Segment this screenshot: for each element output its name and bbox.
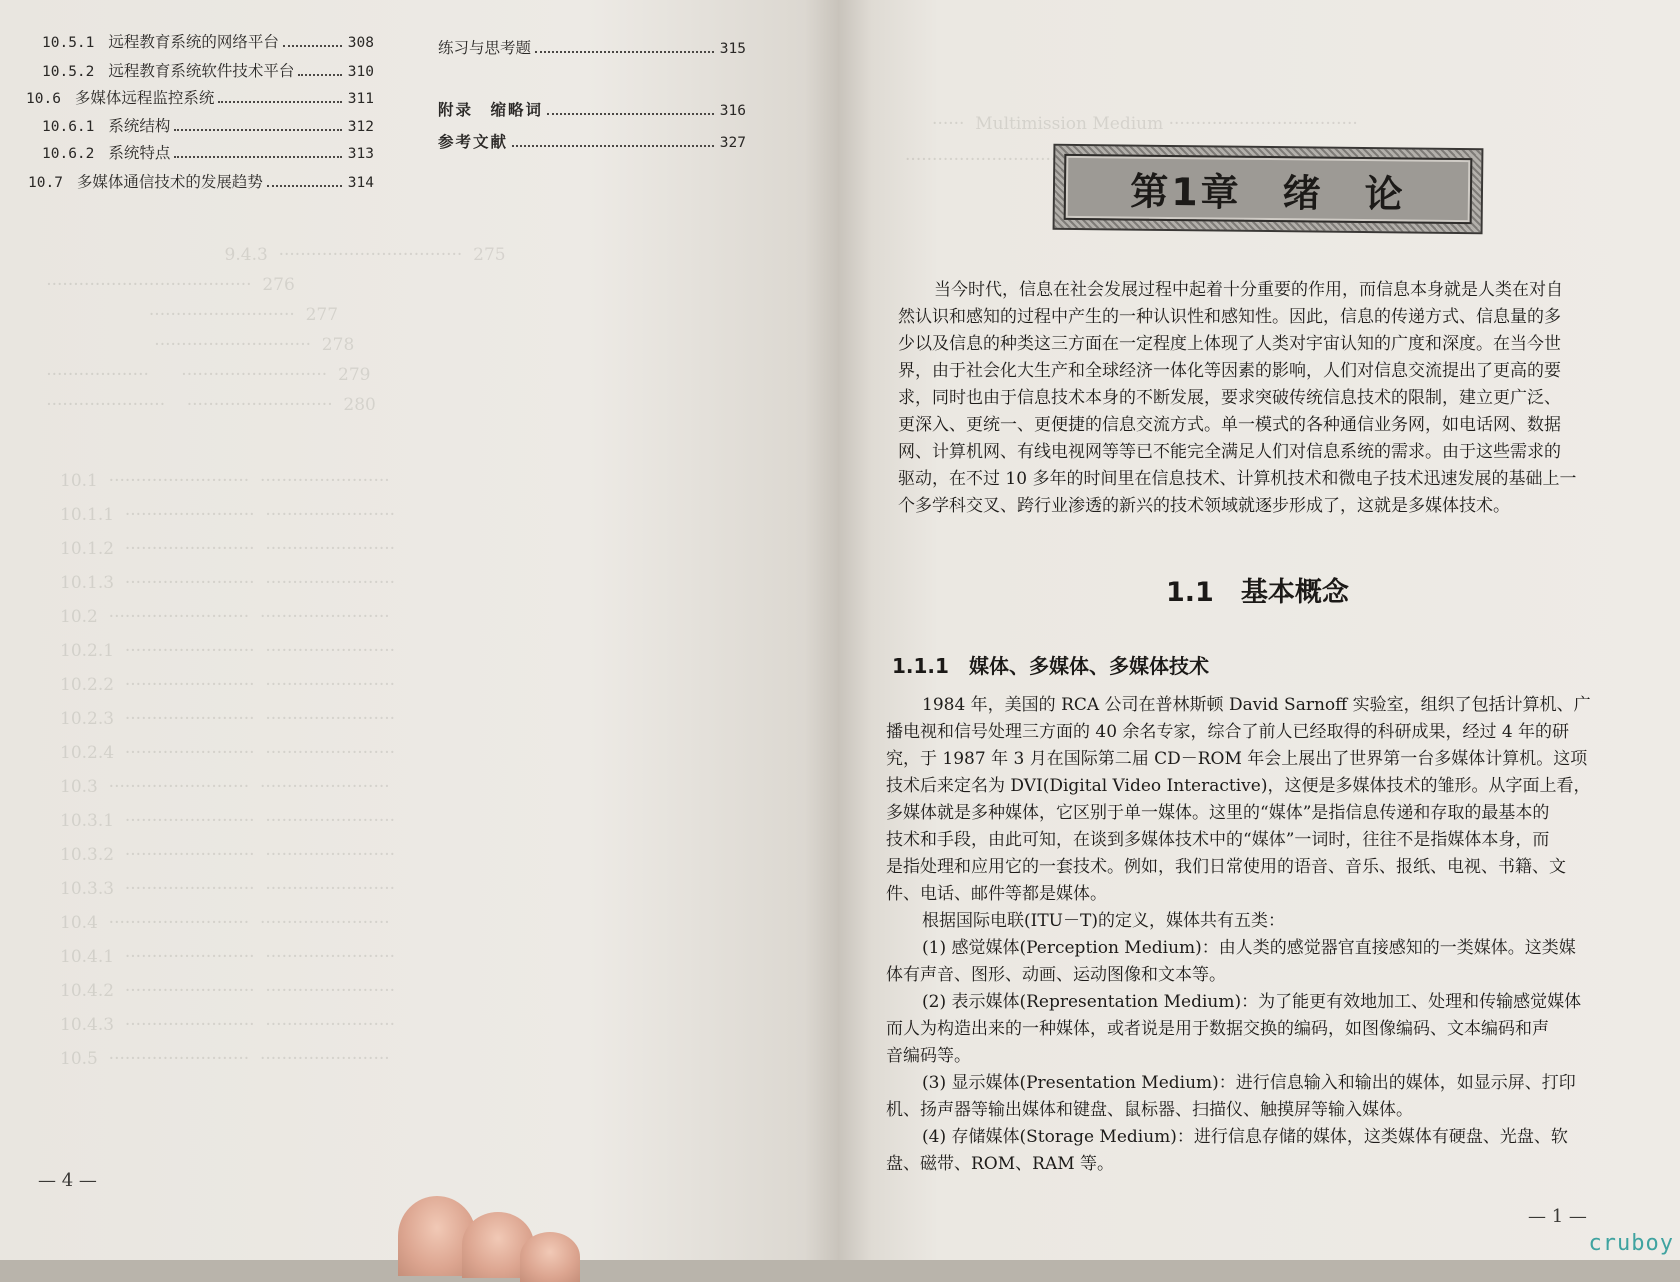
toc-leader — [535, 51, 714, 53]
text-line: 究，于 1987 年 3 月在国际第二届 CD－ROM 年会上展出了世界第一台多媒体计算机。这项 — [886, 749, 1588, 769]
text-line: 而人为构造出来的一种媒体，或者说是用于数据交换的编码，如图像编码、文本编码和声 — [886, 1019, 1549, 1039]
toc-entry-title: 练习与思考题 — [438, 39, 532, 57]
text-line: 音编码等。 — [886, 1046, 971, 1066]
text-line: (3) 显示媒体(Presentation Medium)：进行信息输入和输出的媒体，如显示屏、打印 — [922, 1073, 1576, 1093]
page-number-left: — 4 — — [38, 1170, 97, 1191]
subsection-title: 1.1.1 媒体、多媒体、多媒体技术 — [892, 654, 1209, 678]
toc-entry-page: 311 — [347, 91, 374, 107]
toc-leader — [298, 74, 341, 76]
toc-entry-title: 附录 缩略词 — [438, 100, 544, 119]
toc-leader — [174, 156, 341, 158]
text-line: 件、电话、邮件等都是媒体。 — [886, 884, 1107, 904]
text-line: 1984 年，美国的 RCA 公司在普林斯顿 David Sarnoff 实验室，组织了包括计算机、广 — [922, 695, 1591, 715]
toc-entry — [42, 141, 374, 163]
bleed-through-texture: ······ Multimission Medium ··································· — [932, 114, 1358, 134]
text-line: 然认识和感知的过程中产生的一种认识性和感知性。因此，信息的传递方式、信息量的多 — [898, 307, 1561, 327]
toc-entry-page: 316 — [719, 103, 746, 119]
toc-leader — [267, 185, 342, 187]
text-line: 界，由于社会化大生产和全球经济一体化等因素的影响，人们对信息交流提出了更高的要 — [898, 361, 1561, 381]
text-line: 网、计算机网、有线电视网等等已不能完全满足人们对信息系统的需求。由于这些需求的 — [898, 442, 1561, 462]
toc-entry-number: 10.6.1 — [42, 119, 95, 135]
toc-entry-number: 10.5.1 — [42, 35, 95, 51]
watermark: cruboy — [1588, 1231, 1674, 1256]
toc-entry-title: 系统特点 — [108, 144, 171, 162]
toc-entry — [42, 59, 374, 81]
page-number-right: — 1 — — [1528, 1206, 1587, 1227]
finger-shape — [520, 1232, 580, 1282]
toc-leader — [174, 129, 341, 131]
toc-leader — [218, 101, 341, 103]
body-text — [886, 692, 1626, 1178]
text-line: 个多学科交叉、跨行业渗透的新兴的技术领域就逐步形成了，这就是多媒体技术。 — [898, 496, 1510, 516]
text-line: 当今时代，信息在社会发展过程中起着十分重要的作用，而信息本身就是人类在对自 — [934, 280, 1563, 300]
toc-leader — [512, 145, 714, 147]
text-line: 技术和手段，由此可知，在谈到多媒体技术中的“媒体”一词时，往往不是指媒体本身，而 — [886, 830, 1550, 850]
chapter-title-banner — [1053, 144, 1484, 234]
toc-entry-exercises — [438, 36, 746, 58]
toc-entry-number: 10.5.2 — [42, 64, 95, 80]
text-line: (4) 存储媒体(Storage Medium)：进行信息存储的媒体，这类媒体有硬盘、光盘、软 — [922, 1127, 1568, 1147]
toc-entry-page: 314 — [347, 175, 374, 191]
toc-entry — [42, 114, 374, 136]
toc-entry — [28, 170, 374, 192]
toc-entry-title: 多媒体通信技术的发展趋势 — [76, 173, 263, 191]
toc-entry — [26, 86, 374, 108]
toc-leader — [547, 113, 714, 115]
text-line: (1) 感觉媒体(Perception Medium)：由人类的感觉器官直接感知的一类媒体。这类媒 — [922, 938, 1576, 958]
toc-entry-title: 参考文献 — [438, 132, 509, 151]
text-line: 盘、磁带、ROM、RAM 等。 — [886, 1154, 1115, 1174]
text-line: 求，同时也由于信息技术本身的不断发展，要求突破传统信息技术的限制，建立更广泛、 — [898, 388, 1561, 408]
text-line: 更深入、更统一、更便捷的信息交流方式。单一模式的各种通信业务网，如电话网、数据 — [898, 415, 1561, 435]
left-page — [0, 0, 838, 1260]
text-line: 驱动，在不过 10 多年的时间里在信息技术、计算机技术和微电子技术迅速发展的基础上一 — [898, 469, 1577, 489]
chapter-title: 第1章 绪 论 — [1064, 154, 1473, 224]
toc-entry-number: 10.7 — [28, 175, 63, 191]
text-line: 机、扬声器等输出媒体和键盘、鼠标器、扫描仪、触摸屏等输入媒体。 — [886, 1100, 1413, 1120]
text-line: 是指处理和应用它的一套技术。例如，我们日常使用的语音、音乐、报纸、电视、书籍、文 — [886, 857, 1566, 877]
intro-paragraph — [898, 277, 1623, 520]
text-line: 根据国际电联(ITU－T)的定义，媒体共有五类： — [922, 911, 1285, 931]
bleed-through-texture-2: 10.1 ·························· ························ 10.1.1 ························ ························ 10.1.2 ························ ························ 10.1.3 ························ ························ 10.2 ·························· ························ 10.2.1 ························ ························ 10.2.2 ························ ························ 10.2.3 ························ ························ 10.2.4 ························ ························ 10.3 ·························· ························ 10.3.1 ························ ························ 10.3.2 ························ ························ 10.3.3 ························ ························ 10.4 ·························· ························ 10.4.1 ························ ························ 10.4.2 ························ ························ 10.4.3 ························ ························ 10.5 ·························· ························ — [60, 471, 396, 1069]
toc-entry-page: 327 — [719, 135, 746, 151]
text-line: 多媒体就是多种媒体，它区别于单一媒体。这里的“媒体”是指信息传递和存取的最基本的 — [886, 803, 1550, 823]
toc-entry-page: 308 — [347, 35, 374, 51]
toc-entry-number: 10.6.2 — [42, 146, 95, 162]
toc-entry-page: 310 — [347, 64, 374, 80]
toc-entry-title: 远程教育系统软件技术平台 — [108, 62, 295, 80]
toc-entry-number: 10.6 — [26, 91, 61, 107]
text-line: 体有声音、图形、动画、运动图像和文本等。 — [886, 965, 1226, 985]
toc-entry — [42, 30, 374, 52]
text-line: 播电视和信号处理三方面的 40 余名专家，综合了前人已经取得的科研成果，经过 4 年的研 — [886, 722, 1570, 742]
text-line: 技术后来定名为 DVI(Digital Video Interactive)，这便是多媒体技术的雏形。从字面上看， — [886, 776, 1591, 796]
toc-entry-page: 312 — [347, 119, 374, 135]
section-title: 1.1 基本概念 — [1166, 577, 1349, 608]
toc-entry-appendix — [438, 98, 746, 120]
text-line: 少以及信息的种类这三方面在一定程度上体现了人类对宇宙认知的广度和深度。在当今世 — [898, 334, 1561, 354]
bleed-through-texture: 9.4.3 ·································· 275 ······································ 276 ··························· 277 ····························· 278 ··················· ··························· 279 ······················ ··························· 280 — [46, 245, 506, 415]
text-line: (2) 表示媒体(Representation Medium)：为了能更有效地加工、处理和传输感觉媒体 — [922, 992, 1582, 1012]
toc-entry-title: 系统结构 — [108, 117, 171, 135]
toc-entry-references — [438, 130, 746, 152]
toc-leader — [283, 45, 342, 47]
toc-entry-title: 远程教育系统的网络平台 — [108, 33, 279, 51]
toc-entry-page: 313 — [347, 146, 374, 162]
toc-entry-page: 315 — [719, 41, 746, 57]
toc-entry-title: 多媒体远程监控系统 — [74, 89, 215, 107]
